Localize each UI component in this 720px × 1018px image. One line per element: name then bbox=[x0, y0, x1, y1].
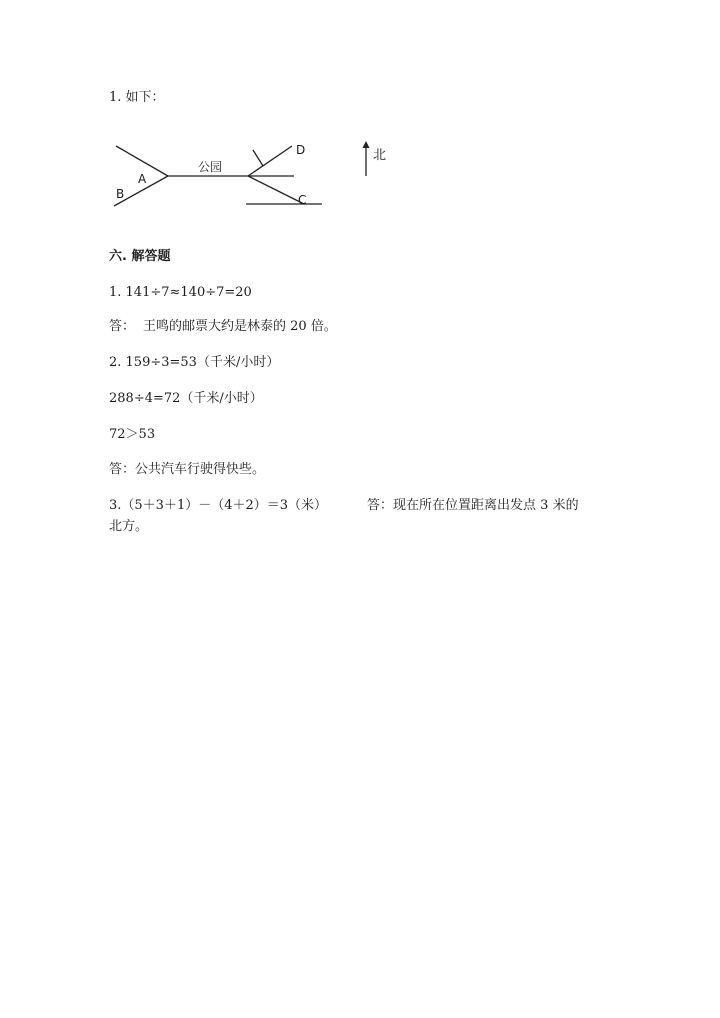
answer-2-calc-1: 2. 159÷3=53（千米/小时） bbox=[109, 355, 280, 370]
answer-1-text: 王鸣的邮票大约是林泰的 20 倍。 bbox=[143, 319, 337, 334]
label-park: 公园 bbox=[198, 160, 223, 174]
label-north: 北 bbox=[373, 148, 387, 163]
answer-3-calc: 3.（5＋3＋1）－（4＋2）＝3（米） bbox=[109, 498, 328, 513]
answer-3-conclusion-cont: 北方。 bbox=[109, 519, 149, 534]
diagram-line-d bbox=[248, 146, 292, 176]
answer-2-compare: 72＞53 bbox=[109, 427, 156, 442]
answer-1-conclusion bbox=[109, 318, 337, 336]
direction-diagram bbox=[108, 136, 388, 212]
label-a: A bbox=[138, 172, 147, 186]
answer-3-line bbox=[109, 497, 579, 515]
answer-3-conclusion: 答：现在所在位置距离出发点 3 米的 bbox=[367, 498, 579, 513]
diagram-branch bbox=[253, 150, 263, 166]
answer-1-calc: 1. 141÷7≈140÷7=20 bbox=[109, 285, 252, 300]
answer-2-conclusion: 答：公共汽车行驶得快些。 bbox=[109, 462, 266, 477]
answer-2-calc-2: 288÷4=72（千米/小时） bbox=[109, 391, 263, 406]
label-b: B bbox=[116, 187, 125, 201]
label-c: C bbox=[298, 193, 307, 207]
section-6-title: 六. 解答题 bbox=[109, 249, 171, 264]
north-arrow-head-icon bbox=[363, 141, 370, 148]
answer-1-label: 答： bbox=[109, 319, 136, 334]
question-1-header: 1. 如下： bbox=[109, 90, 165, 105]
label-d: D bbox=[296, 143, 306, 157]
diagram-line-c bbox=[248, 176, 304, 204]
